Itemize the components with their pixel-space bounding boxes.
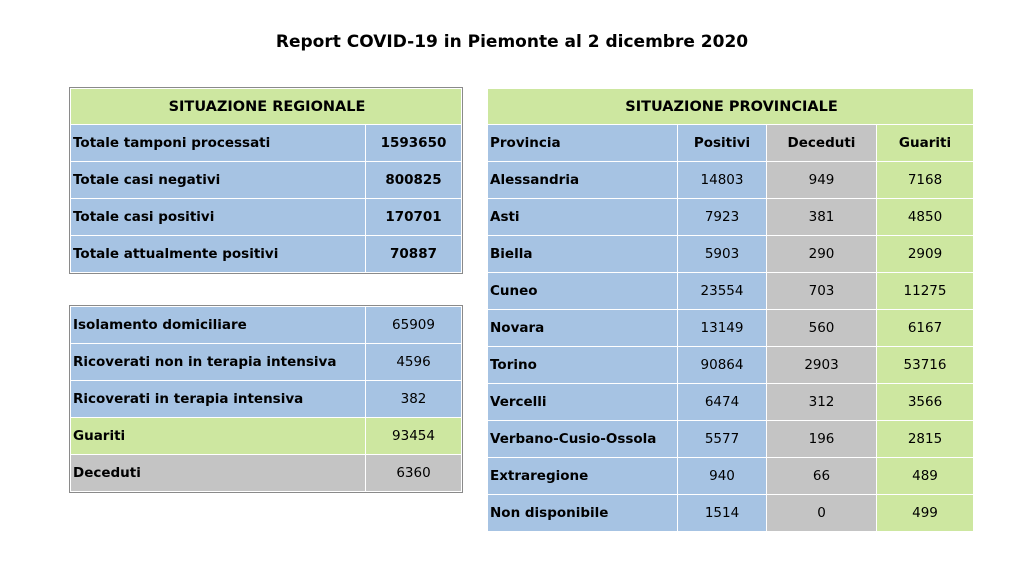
table-row xyxy=(71,236,462,273)
row-value: 4596 xyxy=(366,344,462,381)
positivi-cell: 7923 xyxy=(678,199,767,236)
table-row xyxy=(71,125,462,162)
row-value: 70887 xyxy=(366,236,462,273)
table-row xyxy=(71,307,462,344)
row-value: 382 xyxy=(366,381,462,418)
table-row xyxy=(71,455,462,492)
row-value: 170701 xyxy=(366,199,462,236)
row-label: Totale tamponi processati xyxy=(71,125,366,162)
row-label: Isolamento domiciliare xyxy=(71,307,366,344)
table-row xyxy=(71,344,462,381)
regional-header: SITUAZIONE REGIONALE xyxy=(71,89,462,125)
positivi-cell: 940 xyxy=(678,458,767,495)
row-label: Guariti xyxy=(71,418,366,455)
column-header: Provincia xyxy=(488,125,678,162)
guariti-cell: 2909 xyxy=(877,236,974,273)
deceduti-cell: 66 xyxy=(767,458,877,495)
table-row xyxy=(488,458,974,495)
provincial-header: SITUAZIONE PROVINCIALE xyxy=(488,89,974,125)
page-title: Report COVID-19 in Piemonte al 2 dicembre 2020 xyxy=(275,32,749,52)
deceduti-cell: 703 xyxy=(767,273,877,310)
regional-summary-table xyxy=(70,88,462,273)
row-value: 93454 xyxy=(366,418,462,455)
guariti-cell: 499 xyxy=(877,495,974,532)
table-header-row xyxy=(71,89,462,125)
deceduti-cell: 2903 xyxy=(767,347,877,384)
positivi-cell: 13149 xyxy=(678,310,767,347)
deceduti-cell: 290 xyxy=(767,236,877,273)
table-row xyxy=(488,384,974,421)
provincia-cell: Alessandria xyxy=(488,162,678,199)
deceduti-cell: 0 xyxy=(767,495,877,532)
positivi-cell: 1514 xyxy=(678,495,767,532)
column-header: Deceduti xyxy=(767,125,877,162)
provincia-cell: Non disponibile xyxy=(488,495,678,532)
provincia-cell: Asti xyxy=(488,199,678,236)
table-row xyxy=(488,199,974,236)
table-row xyxy=(71,162,462,199)
positivi-cell: 5577 xyxy=(678,421,767,458)
column-header-row xyxy=(488,125,974,162)
column-header: Guariti xyxy=(877,125,974,162)
provincia-cell: Extraregione xyxy=(488,458,678,495)
guariti-cell: 4850 xyxy=(877,199,974,236)
row-value: 6360 xyxy=(366,455,462,492)
positivi-cell: 14803 xyxy=(678,162,767,199)
table-row xyxy=(488,421,974,458)
table-row xyxy=(488,236,974,273)
row-value: 800825 xyxy=(366,162,462,199)
provincia-cell: Novara xyxy=(488,310,678,347)
row-value: 65909 xyxy=(366,307,462,344)
guariti-cell: 2815 xyxy=(877,421,974,458)
row-label: Totale casi negativi xyxy=(71,162,366,199)
table-row xyxy=(488,347,974,384)
guariti-cell: 6167 xyxy=(877,310,974,347)
guariti-cell: 489 xyxy=(877,458,974,495)
positivi-cell: 90864 xyxy=(678,347,767,384)
provincia-cell: Torino xyxy=(488,347,678,384)
provincia-cell: Verbano-Cusio-Ossola xyxy=(488,421,678,458)
guariti-cell: 11275 xyxy=(877,273,974,310)
provincial-rows xyxy=(488,162,974,532)
deceduti-cell: 312 xyxy=(767,384,877,421)
guariti-cell: 53716 xyxy=(877,347,974,384)
row-value: 1593650 xyxy=(366,125,462,162)
deceduti-cell: 560 xyxy=(767,310,877,347)
provincia-cell: Cuneo xyxy=(488,273,678,310)
deceduti-cell: 949 xyxy=(767,162,877,199)
table-row xyxy=(71,381,462,418)
guariti-cell: 7168 xyxy=(877,162,974,199)
regional-breakdown-table xyxy=(70,306,462,492)
deceduti-cell: 196 xyxy=(767,421,877,458)
table-row xyxy=(71,418,462,455)
positivi-cell: 5903 xyxy=(678,236,767,273)
table-row xyxy=(488,273,974,310)
deceduti-cell: 381 xyxy=(767,199,877,236)
row-label: Deceduti xyxy=(71,455,366,492)
positivi-cell: 6474 xyxy=(678,384,767,421)
row-label: Totale casi positivi xyxy=(71,199,366,236)
row-label: Totale attualmente positivi xyxy=(71,236,366,273)
provincia-cell: Vercelli xyxy=(488,384,678,421)
positivi-cell: 23554 xyxy=(678,273,767,310)
guariti-cell: 3566 xyxy=(877,384,974,421)
table-row xyxy=(71,199,462,236)
provincia-cell: Biella xyxy=(488,236,678,273)
table-row xyxy=(488,310,974,347)
table-row xyxy=(488,162,974,199)
row-label: Ricoverati non in terapia intensiva xyxy=(71,344,366,381)
column-header: Positivi xyxy=(678,125,767,162)
table-row xyxy=(488,495,974,532)
row-label: Ricoverati in terapia intensiva xyxy=(71,381,366,418)
provincial-table xyxy=(487,88,974,532)
table-header-row xyxy=(488,89,974,125)
